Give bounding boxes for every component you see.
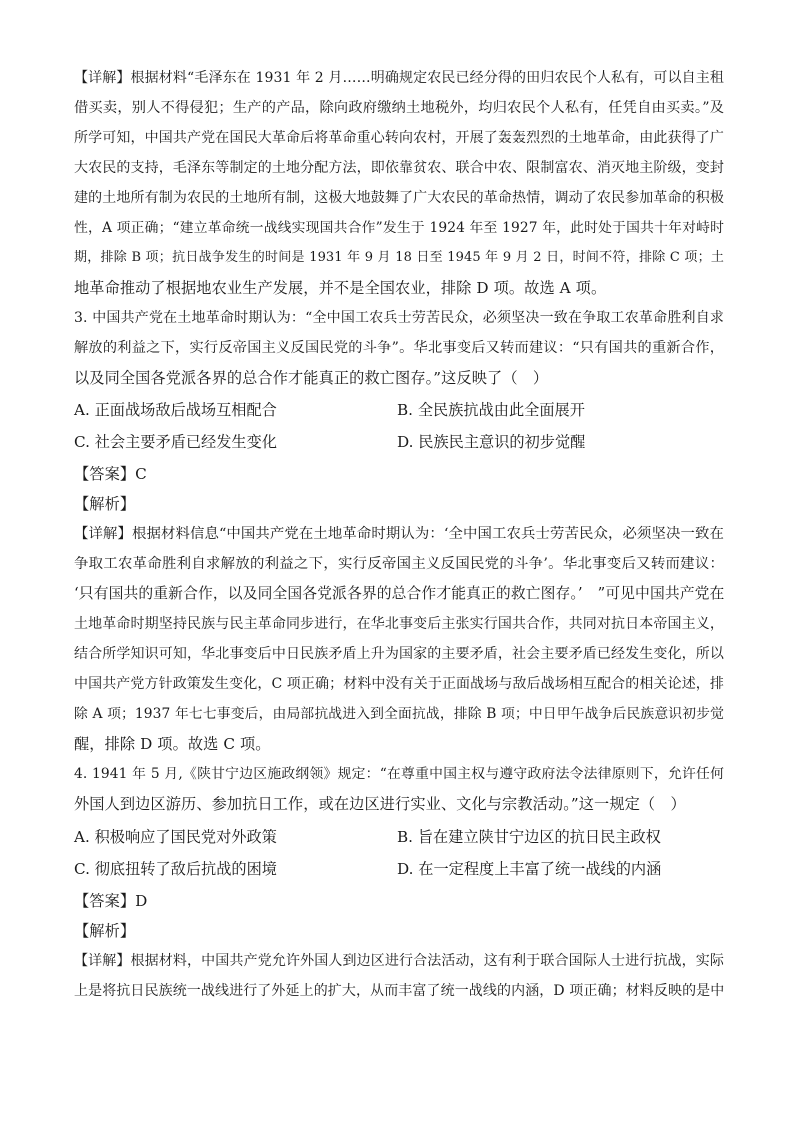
q4-option-c: C. 彻底扭转了敌后抗战的困境 (74, 860, 277, 878)
q3-option-a: A. 正面战场敌后战场互相配合 (74, 401, 277, 419)
text-line: 中国共产党方针政策发生变化，C 项正确；材料中没有关于正面战场与敌后战场相互配合的相关论述，排 (74, 676, 724, 692)
q3-option-b: B. 全民族抗战由此全面展开 (397, 401, 585, 419)
text-line: 期，排除 B 项；抗日战争发生的时间是 1931 年 9 月 18 日至 1945 年 9 月 2 日，时间不符，排除 C 项；土 (74, 250, 724, 265)
text-line: 醒，排除 D 项。故选 C 项。 (74, 735, 271, 753)
question-3-stem: 以及同全国各党派各界的总合作才能真正的救亡图存。”这反映了（ ） (74, 369, 549, 387)
q4-answer: 【答案】D (74, 892, 148, 910)
text-line: 除 A 项；1937 年七七事变后，由局部抗战进入到全面抗战，排除 B 项；中日甲午战争后民族意识初步觉 (74, 706, 724, 722)
q3-analysis-heading: 【解析】 (74, 495, 136, 513)
question-3-stem: 解放的利益之下，实行反帝国主义反国民党的斗争”。华北事变后又转而建议：“只有国共的重新合作， (74, 340, 724, 356)
text-line: 【详解】根据材料信息“中国共产党在土地革命时期认为：‘全中国工农兵士劳苦民众，必须坚决一致在 (74, 526, 724, 542)
q4-analysis-heading: 【解析】 (74, 922, 136, 940)
q3-option-d: D. 民族民主意识的初步觉醒 (397, 433, 586, 451)
text-line: 土地革命时期坚持民族与民主革命同步进行，在华北事变后主张实行国共合作，共同对抗日本帝国主义， (74, 616, 724, 632)
q4-option-d: D. 在一定程度上丰富了统一战线的内涵 (397, 860, 662, 878)
text-line: 【详解】根据材料，中国共产党允许外国人到边区进行合法活动，这有利于联合国际人士进行抗战，实际 (74, 953, 724, 969)
q4-option-b: B. 旨在建立陕甘宁边区的抗日民主政权 (397, 828, 661, 846)
question-4-stem: 外国人到边区游历、参加抗日工作，或在边区进行实业、文化与宗教活动。”这一规定（ ） (74, 795, 686, 813)
text-line: 【详解】根据材料“毛泽东在 1931 年 2 月……明确规定农民已经分得的田归农民个人私有，可以自主租 (74, 70, 724, 86)
text-line: 大农民的支持，毛泽东等制定的土地分配方法，即依靠贫农、联合中农、限制富农、消灭地主阶级，变封 (74, 160, 724, 176)
q4-option-a: A. 积极响应了国民党对外政策 (74, 828, 277, 846)
q3-answer: 【答案】C (74, 465, 147, 483)
text-line: 所学可知，中国共产党在国民大革命后将革命重心转向农村，开展了轰轰烈烈的土地革命，由此获得了广 (74, 130, 724, 146)
text-line: 上是将抗日民族统一战线进行了外延上的扩大，从而丰富了统一战线的内涵，D 项正确；材料反映的是中 (74, 983, 725, 999)
text-line: 结合所学知识可知，华北事变后中日民族矛盾上升为国家的主要矛盾，社会主要矛盾已经发生变化，所以 (74, 646, 724, 662)
text-line: 地革命推动了根据地农业生产发展，并不是全国农业，排除 D 项。故选 A 项。 (74, 279, 607, 297)
question-3-stem: 3. 中国共产党在土地革命时期认为：“全中国工农兵士劳苦民众，必须坚决一致在争取工农革命胜利自求 (74, 310, 724, 326)
text-line: 借买卖，别人不得侵犯；生产的产品，除向政府缴纳土地税外，均归农民个人私有，任凭自由买卖。”及 (74, 100, 724, 116)
text-line: 性，A 项正确；“建立革命统一战线实现国共合作”发生于 1924 年至 1927 年，此时处于国共十年对峙时 (74, 220, 724, 236)
question-4-stem: 4. 1941 年 5 月,《陕甘宁边区施政纲领》规定：“在尊重中国主权与遵守政府法令法律原则下，允许任何 (74, 766, 724, 782)
text-line: 争取工农革命胜利自求解放的利益之下，实行反帝国主义反国民党的斗争’。华北事变后又转而建议： (74, 556, 724, 572)
text-line: ‘只有国共的重新合作，以及同全国各党派各界的总合作才能真正的救亡图存。’ ”可见中国共产党在 (74, 585, 725, 602)
text-line: 建的土地所有制为农民的土地所有制，这极大地鼓舞了广大农民的革命热情，调动了农民参加革命的积极 (74, 190, 724, 206)
q3-option-c: C. 社会主要矛盾已经发生变化 (74, 433, 277, 451)
